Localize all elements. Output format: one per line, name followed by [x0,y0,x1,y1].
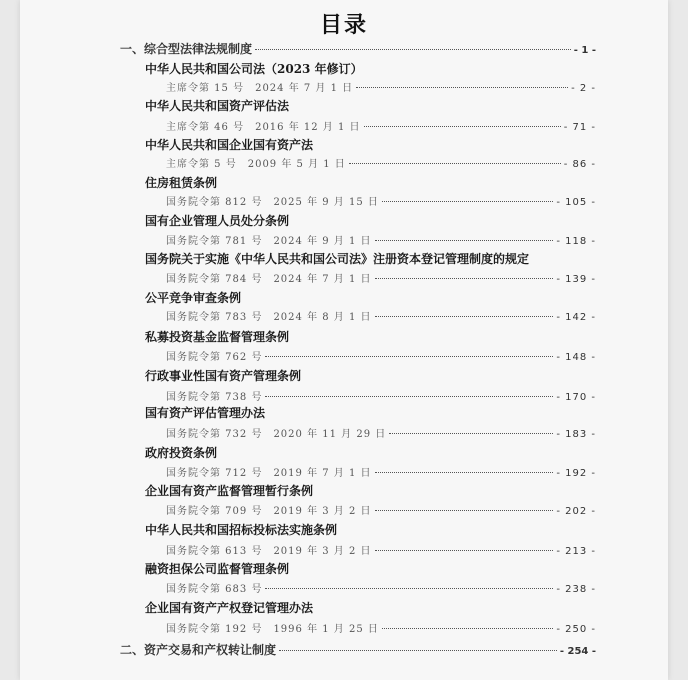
toc-section-label: 一、综合型法律法规制度 [120,42,253,56]
toc-entry-title-text: 融资担保公司监督管理条例 [145,562,290,576]
toc-entry-meta[interactable] [166,193,596,208]
toc-entry-meta[interactable] [166,502,596,517]
toc-entry-title-text: 住房租赁条例 [145,176,218,190]
toc-page-number: - 142 - [556,312,596,323]
dot-leader [279,650,557,651]
dot-leader [364,126,561,127]
toc-entry-title-text: 公平竞争审查条例 [145,291,242,305]
dot-leader [382,201,553,202]
toc-entry-title[interactable] [145,444,596,461]
toc-entry-title-text: 中华人民共和国招标投标法实施条例 [145,523,338,537]
dot-leader [375,316,554,317]
toc-entry-meta-text: 国务院令第 812 号 2025 年 9 月 15 日 [166,197,379,208]
dot-leader [265,588,553,589]
toc-entry-meta-text: 国务院令第 732 号 2020 年 11 月 29 日 [166,429,387,440]
toc-page-number: - 105 - [556,197,596,208]
toc-entry-title-text: 私募投资基金监督管理条例 [145,330,290,344]
toc-entry-title[interactable] [145,404,596,421]
toc-page-number: - 139 - [556,274,596,285]
toc-entry-meta[interactable] [166,464,596,479]
toc-entry-title[interactable] [145,599,596,616]
dot-leader [356,87,568,88]
toc-entry-meta-text: 国务院令第 709 号 2019 年 3 月 2 日 [166,506,372,517]
toc-entry-meta-text: 国务院令第 613 号 2019 年 3 月 2 日 [166,546,372,557]
toc-entry-meta-text: 主席令第 15 号 2024 年 7 月 1 日 [166,83,354,94]
document-page [20,0,668,680]
toc-entry-title-text: 政府投资条例 [145,446,218,460]
toc-entry-meta-text: 国务院令第 784 号 2024 年 7 月 1 日 [166,274,372,285]
toc-page-number: - 86 - [563,159,596,170]
toc-entry-meta-text: 国务院令第 683 号 [166,584,263,595]
toc-page-number: - 71 - [563,122,596,133]
toc-entry-title[interactable] [145,367,596,384]
toc-page-number: - 170 - [556,392,596,403]
toc-entry-title-text: 中华人民共和国资产评估法 [145,99,290,113]
toc-entry-title-text: 中华人民共和国企业国有资产法 [145,138,314,152]
dot-leader [375,278,554,279]
toc-page-number: - 254 - [559,646,596,657]
toc-entry-meta[interactable] [166,388,596,403]
toc-entry-meta[interactable] [166,118,596,133]
toc-entry-meta-text: 国务院令第 192 号 1996 年 1 月 25 日 [166,624,379,635]
toc-entry-meta-text: 国务院令第 712 号 2019 年 7 月 1 日 [166,468,372,479]
toc-entry-meta[interactable] [166,232,596,247]
toc-page-number: - 118 - [556,236,596,247]
toc-page-number: - 250 - [556,624,596,635]
toc-entry-meta[interactable] [166,542,596,557]
dot-leader [265,396,553,397]
toc-section[interactable] [120,40,596,57]
toc-page-number: - 148 - [556,352,596,363]
toc-entry-title[interactable] [145,482,596,499]
toc-entry-meta[interactable] [166,580,596,595]
toc-entry-title[interactable] [145,289,596,306]
toc-entry-title-text: 国有企业管理人员处分条例 [145,214,290,228]
page-title: 目录 [319,13,368,38]
dot-leader [375,240,554,241]
toc-page-number: - 202 - [556,506,596,517]
toc-entry-title-text: 国有资产评估管理办法 [145,406,266,420]
toc-entry-meta-text: 主席令第 5 号 2009 年 5 月 1 日 [166,159,346,170]
toc-entry-title[interactable] [145,521,596,538]
dot-leader [382,628,553,629]
toc-entry-title-text: 企业国有资产监督管理暂行条例 [145,484,314,498]
toc-entry-meta[interactable] [166,348,596,363]
toc-entry-meta-text: 国务院令第 762 号 [166,352,263,363]
toc-entry-title[interactable] [145,97,596,114]
dot-leader [389,433,553,434]
toc-entry-title-text: 国务院关于实施《中华人民共和国公司法》注册资本登记管理制度的规定 [145,252,530,266]
toc-entry-title[interactable] [145,328,596,345]
toc-section-label: 二、资产交易和产权转让制度 [120,643,277,657]
toc-entry-title[interactable] [145,560,596,577]
toc-entry-meta-text: 主席令第 46 号 2016 年 12 月 1 日 [166,122,361,133]
toc-entry-meta[interactable] [166,79,596,94]
toc-page-number: - 238 - [556,584,596,595]
toc-entry-title[interactable] [145,250,596,267]
toc-entry-meta[interactable] [166,308,596,323]
toc-page-number: - 2 - [571,83,596,94]
toc-entry-meta[interactable] [166,620,596,635]
toc-entry-title[interactable] [145,60,596,77]
toc-entry-meta-text: 国务院令第 781 号 2024 年 9 月 1 日 [166,236,372,247]
toc-page-number: - 1 - [573,45,596,56]
toc-entry-title[interactable] [145,174,596,191]
toc-entry-title[interactable] [145,212,596,229]
dot-leader [375,510,554,511]
toc-entry-meta[interactable] [166,425,596,440]
toc-entry-title-text: 中华人民共和国公司法（2023 年修订） [145,62,363,76]
dot-leader [375,550,554,551]
toc-entry-title-text: 企业国有资产产权登记管理办法 [145,601,314,615]
dot-leader [375,472,554,473]
toc-entry-meta-text: 国务院令第 783 号 2024 年 8 月 1 日 [166,312,372,323]
toc-page-number: - 192 - [556,468,596,479]
dot-leader [265,356,553,357]
toc-entry-meta[interactable] [166,155,596,170]
toc-section[interactable] [120,641,596,658]
dot-leader [349,163,561,164]
toc-page-number: - 213 - [556,546,596,557]
toc-page-number: - 183 - [556,429,596,440]
toc-entry-title[interactable] [145,136,596,153]
toc-entry-meta-text: 国务院令第 738 号 [166,392,263,403]
toc-entry-meta[interactable] [166,270,596,285]
dot-leader [255,49,571,50]
toc-entry-title-text: 行政事业性国有资产管理条例 [145,369,302,383]
